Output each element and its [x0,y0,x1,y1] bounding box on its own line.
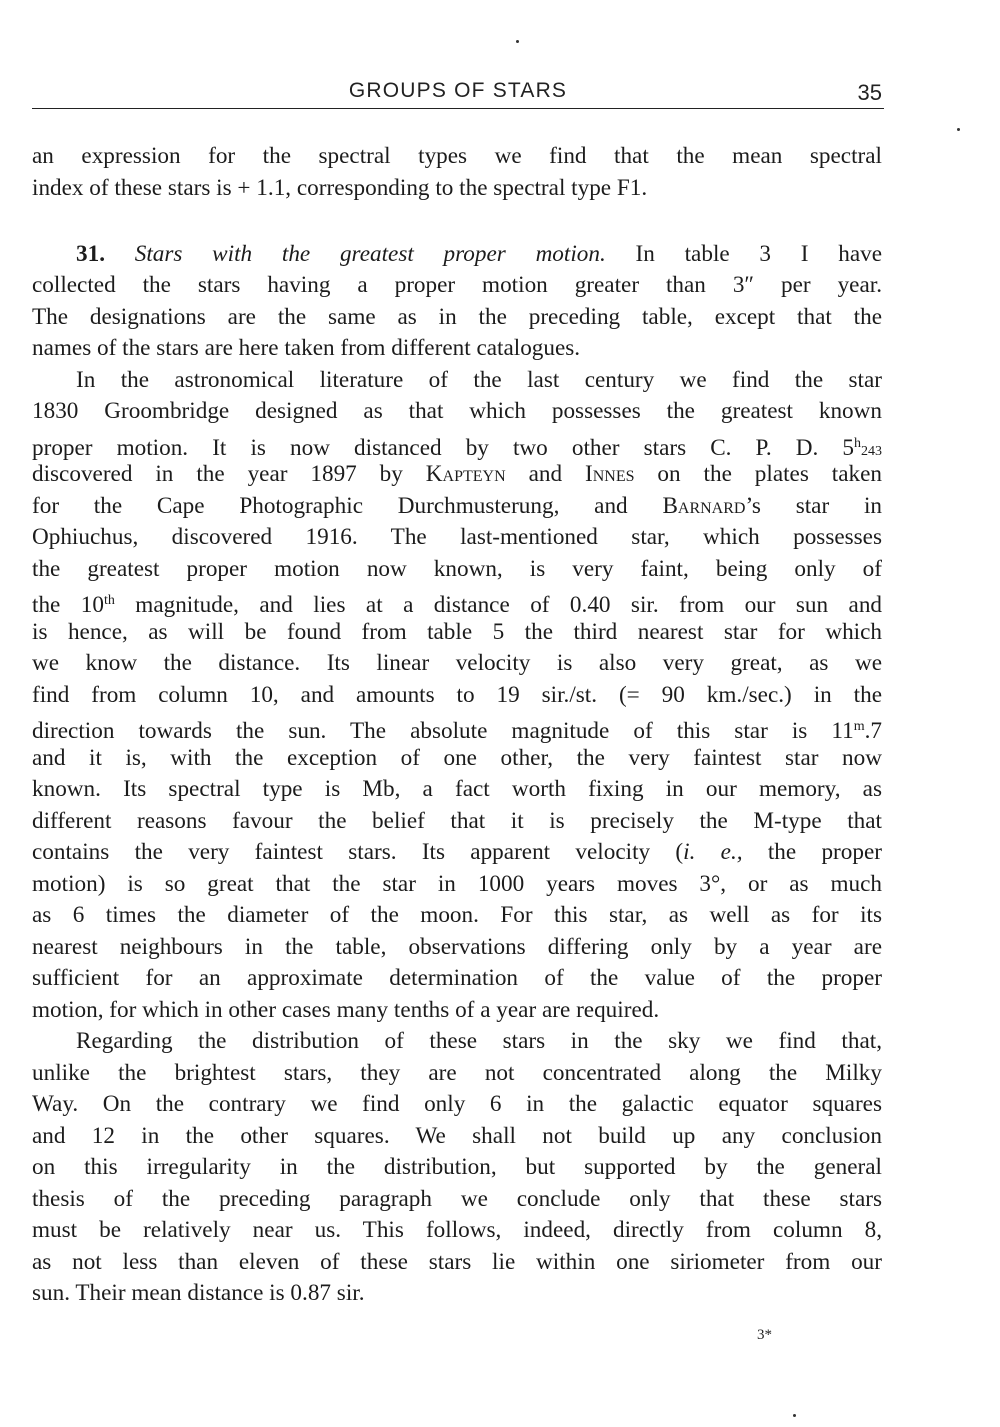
text-line: nearest neighbours in the table, observations differing only by a year are [32,934,882,960]
text-line: sun. Their mean distance is 0.87 sir. [32,1280,365,1306]
text-fragment: on the plates taken [657,461,882,487]
text-line: motion) is so great that the star in 1000 years moves 3°, or as much [32,871,882,897]
author-name-innes: Innes [584,461,635,487]
scan-speck [957,128,960,131]
text-fragment: In table 3 I have [635,241,883,267]
running-title: GROUPS OF STARS [348,79,568,102]
section-number: 31. [76,241,105,267]
text-line [32,585,882,616]
text-line: sufficient for an approximate determination of the value of the proper [32,965,882,991]
text-line [32,491,882,522]
page-number: 35 [857,80,882,105]
text-line: Way. On the contrary we find only 6 in the galactic equator squares [32,1091,882,1117]
text-fragment: the 10 [32,592,104,618]
text-line: and it is, with the exception of one other, the very faintest star now [32,745,882,771]
author-name-kapteyn: Kapteyn [425,461,506,487]
text-fragment: discovered in the year 1897 by [32,461,403,487]
text-fragment: and [528,461,563,487]
text-fragment: .7 [864,718,882,744]
text-line: index of these stars is + 1.1, corresponding to the spectral type F1. [32,175,648,201]
text-fragment: proper motion. It is now distanced by two other stars C. P. D. 5 [32,435,854,461]
text-line: 1830 Groombridge designed as that which possesses the greatest known [32,398,882,424]
text-line: thesis of the preceding paragraph we conclude only that these stars [32,1186,882,1212]
signature-mark: 3* [757,1327,772,1343]
section-title: Stars with the greatest proper motion. [134,241,606,267]
italic-abbreviation: i. e., [683,839,743,865]
text-line: on this irregularity in the distribution, but supported by the general [32,1154,882,1180]
text-line [32,428,882,459]
text-line: Regarding the distribution of these stars in the sky we find that, [76,1028,882,1054]
text-line [32,711,882,742]
section-heading-line [32,239,882,270]
text-line: as 6 times the diameter of the moon. For this star, as well as for its [32,902,882,928]
text-fragment: magnitude, and lies at a distance of 0.40 sir. from our sun and [135,592,883,618]
text-fragment: direction towards the sun. The absolute magnitude of this star is 11 [32,718,854,744]
text-line: is hence, as will be found from table 5 the third nearest star for which [32,619,882,645]
text-line: find from column 10, and amounts to 19 sir./st. (= 90 km./sec.) in the [32,682,882,708]
scan-speck [793,1414,796,1417]
text-fragment: for the Cape Photographic Durchmusterung, and [32,493,628,519]
superscript: th [103,593,115,608]
text-line: an expression for the spectral types we find that the mean spectral [32,143,882,169]
author-name-barnard: Barnard [662,493,746,519]
text-line: different reasons favour the belief that it is precisely the M-type that [32,808,882,834]
text-line: known. Its spectral type is Mb, a fact worth fixing in our memory, as [32,776,882,802]
text-line: we know the distance. Its linear velocity is also very great, as we [32,650,882,676]
text-line: The designations are the same as in the preceding table, except that the [32,304,882,330]
text-line: as not less than eleven of these stars lie within one siriometer from our [32,1249,882,1275]
subscript: 243 [861,444,882,459]
text-fragment: ’s star in [745,493,882,519]
running-head [32,76,884,109]
text-fragment: the proper [742,839,882,865]
superscript: h [854,436,861,451]
text-line: names of the stars are here taken from different catalogues. [32,335,581,361]
text-fragment: contains the very faintest stars. Its apparent velocity ( [32,839,684,865]
text-line: motion, for which in other cases many tenths of a year are required. [32,997,660,1023]
text-line: In the astronomical literature of the last century we find the star [76,367,882,393]
text-line: Ophiuchus, discovered 1916. The last-mentioned star, which possesses [32,524,882,550]
text-line: must be relatively near us. This follows, indeed, directly from column 8, [32,1217,882,1243]
text-line [32,837,882,868]
text-line: the greatest proper motion now known, is very faint, being only of [32,556,882,582]
text-line: unlike the brightest stars, they are not concentrated along the Milky [32,1060,882,1086]
scan-speck [516,40,519,43]
text-line: and 12 in the other squares. We shall not build up any conclusion [32,1123,882,1149]
superscript: m [853,719,865,734]
text-line: collected the stars having a proper motion greater than 3″ per year. [32,272,882,298]
text-line [32,459,882,490]
